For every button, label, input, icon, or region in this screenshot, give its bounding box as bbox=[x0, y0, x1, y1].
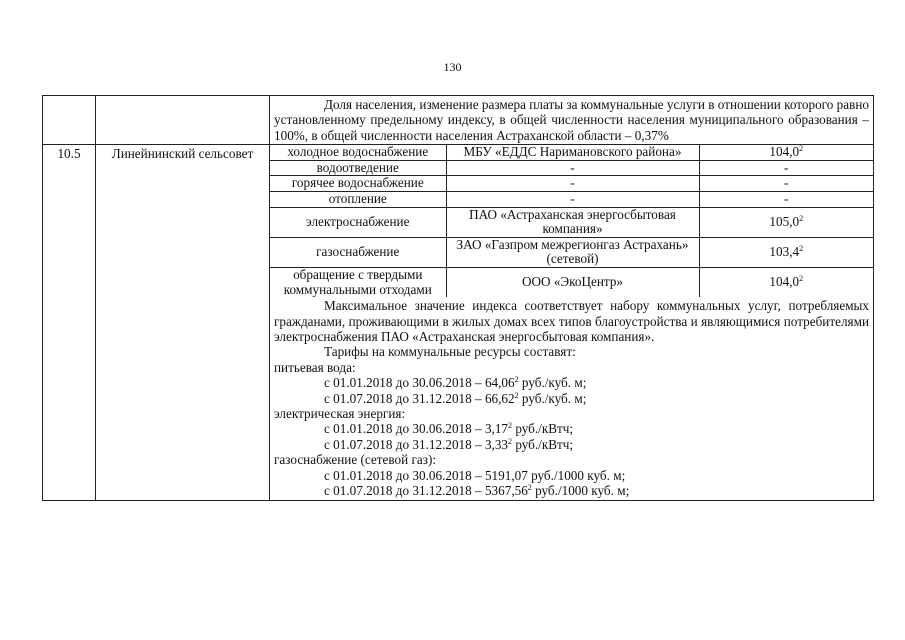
service-name: горячее водоснабжение bbox=[270, 176, 446, 192]
tariff-group-title: газоснабжение (сетевой газ): bbox=[274, 452, 437, 468]
tariff-period: с 01.07.2018 до 31.12.2018 – bbox=[324, 390, 485, 406]
service-provider: - bbox=[446, 176, 699, 192]
index-value: 104,0 bbox=[769, 274, 800, 290]
service-row bbox=[270, 237, 873, 267]
tariff-period: с 01.01.2018 до 30.06.2018 – bbox=[324, 375, 485, 391]
service-index bbox=[699, 267, 873, 297]
tariff-unit: руб./кВтч; bbox=[512, 421, 574, 437]
service-index bbox=[699, 160, 873, 176]
tariff-value: 66,62 bbox=[484, 390, 515, 406]
index-value: - bbox=[784, 191, 789, 206]
tariff-group-title: электрическая энергия: bbox=[274, 406, 406, 421]
index-value: - bbox=[784, 175, 789, 191]
page-number: 130 bbox=[443, 60, 462, 74]
tariff-unit: руб./куб. м; bbox=[518, 375, 587, 391]
tariff-group-title: питьевая вода: bbox=[274, 359, 356, 375]
tariff-line bbox=[274, 375, 869, 390]
tariff-value: 3,33 bbox=[484, 436, 509, 452]
footnote-mark: 2 bbox=[508, 436, 513, 446]
index-value: - bbox=[784, 159, 789, 175]
index-value: 105,0 bbox=[769, 213, 800, 229]
population-share-note: Доля населения, изменение размера платы за коммунальные услуги в отношении которого равно установленному предельному индексу, в общей численности населения муниципального образования – 100%, в общей численности населения Астраханской области – 0,37% bbox=[270, 96, 874, 145]
tariffs-intro: Тарифы на коммунальные ресурсы составят: bbox=[324, 344, 576, 360]
service-row bbox=[270, 267, 873, 297]
service-name: холодное водоснабжение bbox=[270, 145, 446, 160]
tariff-unit: руб./куб. м; bbox=[518, 390, 587, 406]
service-index bbox=[699, 237, 873, 267]
section-content bbox=[270, 145, 874, 501]
section-number: 10.5 bbox=[43, 145, 96, 501]
footnote-mark: 2 bbox=[799, 213, 804, 223]
tariff-period: с 01.07.2018 до 31.12.2018 – bbox=[324, 483, 485, 499]
service-provider: - bbox=[446, 160, 699, 176]
service-index bbox=[699, 207, 873, 237]
service-name: отопление bbox=[270, 192, 446, 208]
service-row bbox=[270, 145, 873, 160]
service-index bbox=[699, 192, 873, 208]
name-cell bbox=[96, 96, 270, 145]
services-table bbox=[270, 145, 873, 297]
tariff-line bbox=[274, 468, 869, 483]
service-row bbox=[270, 160, 873, 176]
tariff-line bbox=[274, 483, 869, 498]
service-provider: МБУ «ЕДДС Наримановского района» bbox=[446, 145, 699, 160]
service-row bbox=[270, 192, 873, 208]
footnote-mark: 2 bbox=[527, 483, 532, 493]
footnote-mark: 2 bbox=[508, 421, 513, 431]
tariff-unit: руб./1000 куб. м; bbox=[527, 467, 626, 483]
max-index-note: Максимальное значение индекса соответствует набору коммунальных услуг, потребляемых гражданами, проживающими в жилых домах всех типов благоустройства и являющимися потребителями электроснабжения ПАО «Астраханская энергосбытовая компания». bbox=[274, 298, 869, 344]
table-row bbox=[43, 96, 874, 145]
tariff-groups bbox=[274, 360, 869, 499]
service-name: обращение с твердыми коммунальными отходами bbox=[270, 267, 446, 297]
footnote-mark: 2 bbox=[799, 144, 804, 154]
service-provider: ПАО «Астраханская энергосбытовая компания» bbox=[446, 207, 699, 237]
service-name: водоотведение bbox=[270, 160, 446, 176]
tariff-line bbox=[274, 391, 869, 406]
municipality-name: Линейнинский сельсовет bbox=[96, 145, 270, 501]
index-value: 104,0 bbox=[769, 144, 800, 160]
tariff-value: 5191,07 bbox=[484, 467, 528, 483]
tariff-value: 3,17 bbox=[484, 421, 509, 437]
service-row bbox=[270, 176, 873, 192]
footnote-mark: 2 bbox=[514, 390, 519, 400]
service-name: электроснабжение bbox=[270, 207, 446, 237]
tariff-value: 5367,56 bbox=[484, 483, 528, 499]
tariff-line bbox=[274, 421, 869, 436]
footnote-mark: 2 bbox=[514, 375, 519, 385]
service-index bbox=[699, 145, 873, 160]
tariffs-block bbox=[270, 297, 873, 500]
table-row bbox=[43, 145, 874, 501]
tariff-line bbox=[274, 437, 869, 452]
tariff-table bbox=[42, 95, 874, 501]
service-provider: - bbox=[446, 192, 699, 208]
number-cell bbox=[43, 96, 96, 145]
service-index bbox=[699, 176, 873, 192]
service-row bbox=[270, 207, 873, 237]
tariff-period: с 01.01.2018 до 30.06.2018 – bbox=[324, 421, 485, 437]
service-provider: ООО «ЭкоЦентр» bbox=[446, 267, 699, 297]
tariff-unit: руб./1000 куб. м; bbox=[531, 483, 630, 499]
tariff-unit: руб./кВтч; bbox=[512, 436, 574, 452]
tariff-period: с 01.01.2018 до 30.06.2018 – bbox=[324, 467, 485, 483]
tariff-period: с 01.07.2018 до 31.12.2018 – bbox=[324, 436, 485, 452]
tariff-value: 64,06 bbox=[484, 375, 515, 391]
index-value: 103,4 bbox=[769, 244, 800, 260]
service-name: газоснабжение bbox=[270, 237, 446, 267]
footnote-mark: 2 bbox=[799, 274, 804, 284]
footnote-mark: 2 bbox=[799, 244, 804, 254]
service-provider: ЗАО «Газпром межрегионгаз Астрахань» (сетевой) bbox=[446, 237, 699, 267]
